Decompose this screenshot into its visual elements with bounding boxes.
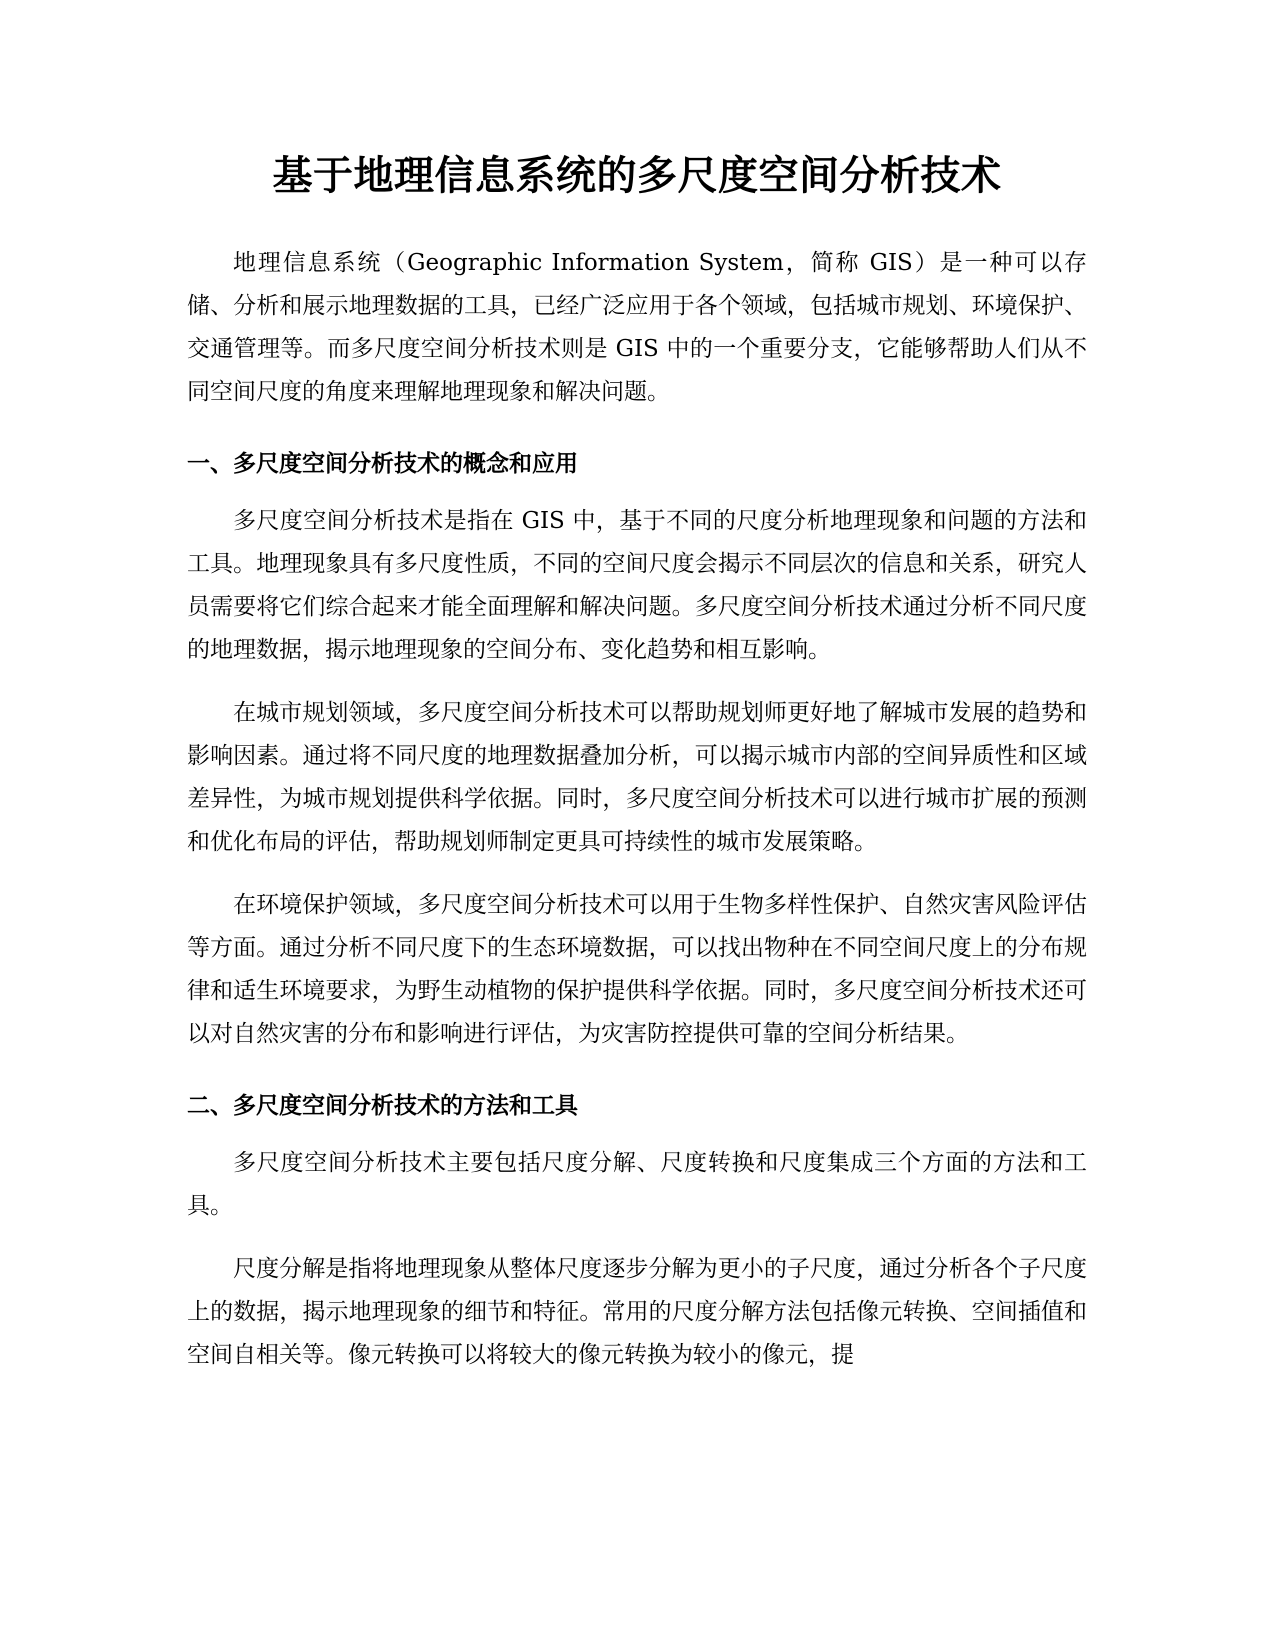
document-body: [187, 148, 1087, 1397]
section2-paragraph-overview: 多尺度空间分析技术主要包括尺度分解、尺度转换和尺度集成三个方面的方法和工具。: [187, 1150, 1087, 1219]
document-title: 基于地理信息系统的多尺度空间分析技术: [272, 153, 1002, 199]
section-heading-concept-application: 一、多尺度空间分析技术的概念和应用: [187, 451, 578, 477]
section1-paragraph-definition: 多尺度空间分析技术是指在 GIS 中，基于不同的尺度分析地理现象和问题的方法和工具。地理现象具有多尺度性质，不同的空间尺度会揭示不同层次的信息和关系，研究人员需要将它们综合起来才能全面理解和解决问题。多尺度空间分析技术通过分析不同尺度的地理数据，揭示地理现象的空间分布、变化趋势和相互影响。: [187, 508, 1087, 663]
section1-paragraph-environment: 在环境保护领域，多尺度空间分析技术可以用于生物多样性保护、自然灾害风险评估等方面。通过分析不同尺度下的生态环境数据，可以找出物种在不同空间尺度上的分布规律和适生环境要求，为野生动植物的保护提供科学依据。同时，多尺度空间分析技术还可以对自然灾害的分布和影响进行评估，为灾害防控提供可靠的空间分析结果。: [187, 892, 1087, 1047]
section1-paragraph-urban-planning: 在城市规划领域，多尺度空间分析技术可以帮助规划师更好地了解城市发展的趋势和影响因素。通过将不同尺度的地理数据叠加分析，可以揭示城市内部的空间异质性和区域差异性，为城市规划提供科学依据。同时，多尺度空间分析技术可以进行城市扩展的预测和优化布局的评估，帮助规划师制定更具可持续性的城市发展策略。: [187, 700, 1087, 855]
section2-paragraph-scale-decomposition: 尺度分解是指将地理现象从整体尺度逐步分解为更小的子尺度，通过分析各个子尺度上的数据，揭示地理现象的细节和特征。常用的尺度分解方法包括像元转换、空间插值和空间自相关等。像元转换可以将较大的像元转换为较小的像元，提: [187, 1256, 1087, 1368]
intro-paragraph: 地理信息系统（Geographic Information System，简称 GIS）是一种可以存储、分析和展示地理数据的工具，已经广泛应用于各个领域，包括城市规划、环境保护、交通管理等。而多尺度空间分析技术则是 GIS 中的一个重要分支，它能够帮助人们从不同空间尺度的角度来理解地理现象和解决问题。: [187, 250, 1087, 405]
section-heading-methods-tools: 二、多尺度空间分析技术的方法和工具: [187, 1093, 578, 1119]
